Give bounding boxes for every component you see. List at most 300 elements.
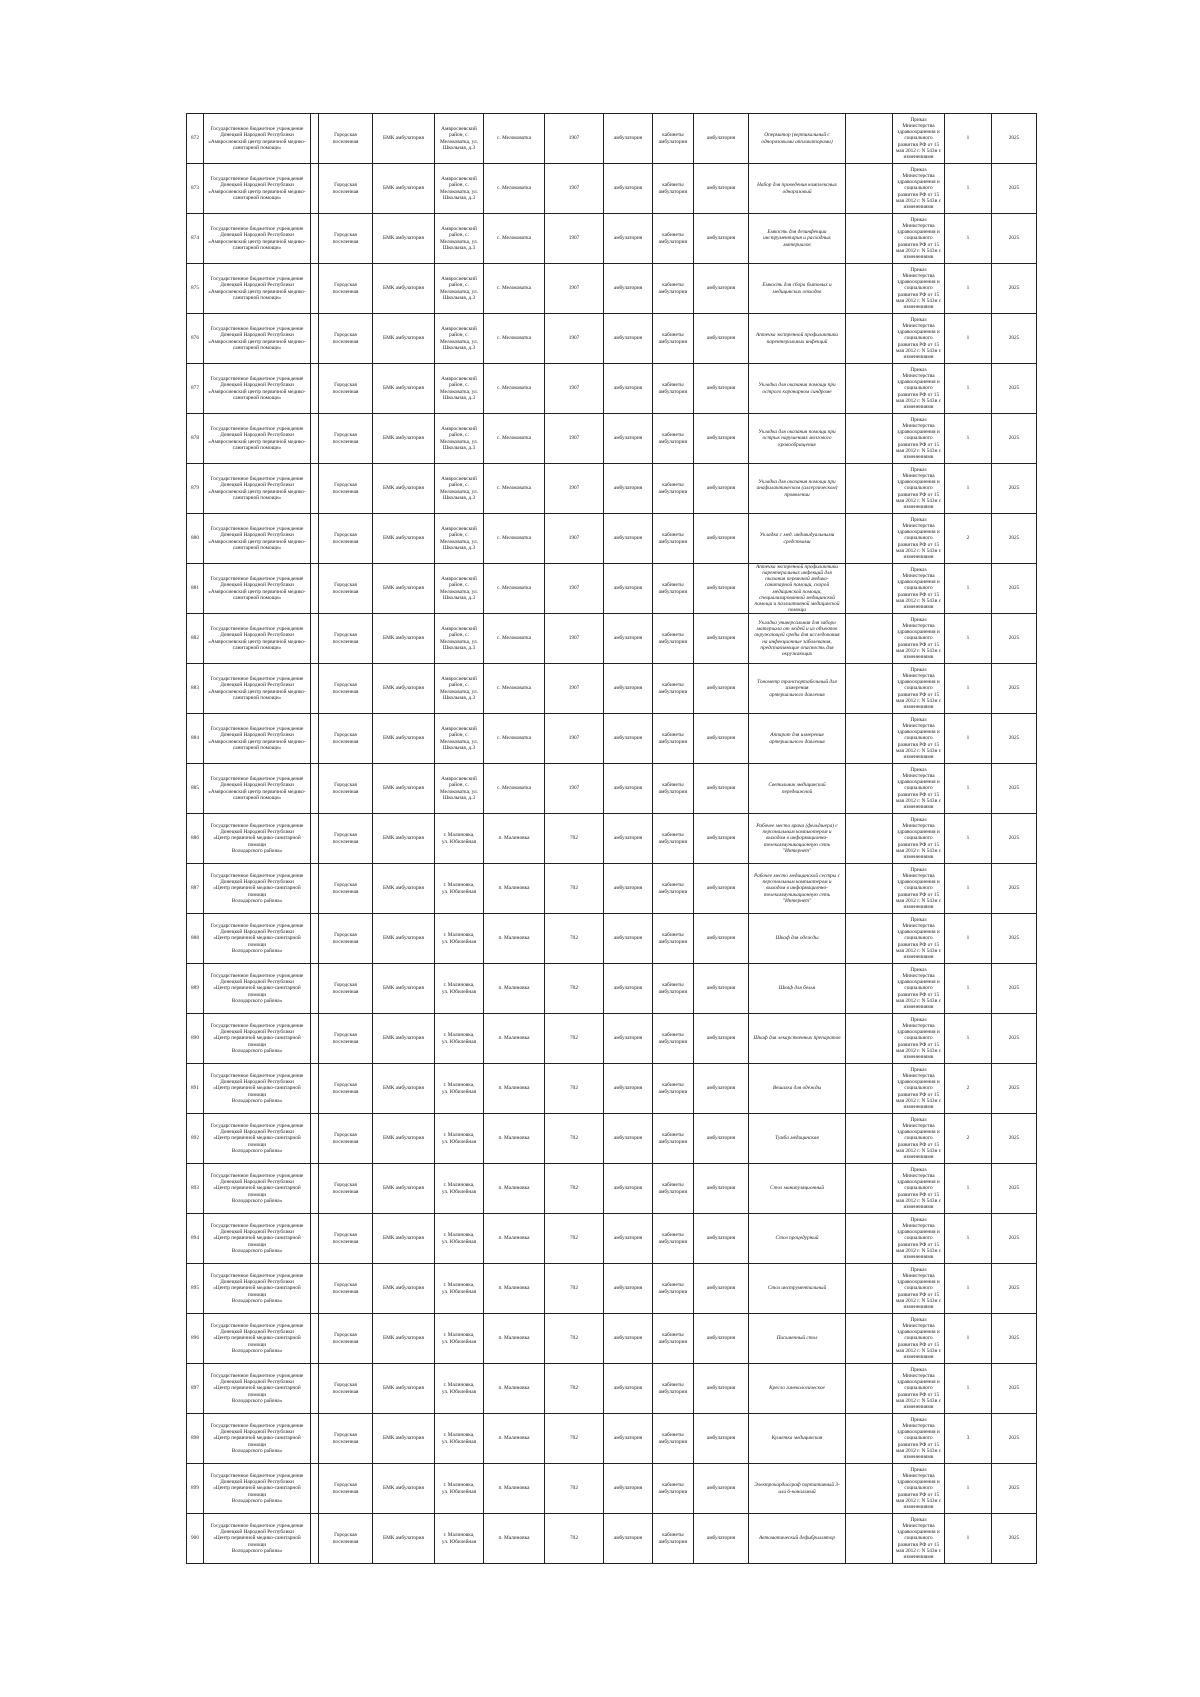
premises: кабинеты амбулатории: [653, 1214, 694, 1264]
empty-cell: [846, 514, 893, 564]
unit-kind: амбулатория: [604, 764, 653, 814]
quantity: 1: [945, 114, 992, 164]
facility-address: г. Малиновка, ул. Юбилейная: [435, 1064, 484, 1114]
table-row: [187, 1314, 1037, 1364]
settlement-name: п. Малиновка: [484, 864, 545, 914]
row-number: 886: [187, 814, 204, 864]
table-row: [187, 714, 1037, 764]
row-number: 890: [187, 1014, 204, 1064]
table-row: [187, 164, 1037, 214]
organization-name: Государственное бюджетное учреждение Донецкой Народной Республики «Амвросиевский центр первичной медико-санитарной помощи»: [204, 264, 311, 314]
population-value: 1907: [545, 314, 604, 364]
premises: кабинеты амбулатории: [653, 964, 694, 1014]
settlement-name: п. Малиновка: [484, 1114, 545, 1164]
facility-address: Амвросиевский район, с. Мелоковатка, ул. Школьная, д.3: [435, 514, 484, 564]
facility-type: БМК амбулатория: [373, 1014, 435, 1064]
facility-type: БМК амбулатория: [373, 264, 435, 314]
empty-cell: [846, 1114, 893, 1164]
facility-type: БМК амбулатория: [373, 214, 435, 264]
empty-cell: [311, 914, 319, 964]
premises: кабинеты амбулатории: [653, 614, 694, 664]
premises: кабинеты амбулатории: [653, 314, 694, 364]
empty-cell: [311, 1114, 319, 1164]
target-year: 2025: [992, 764, 1037, 814]
empty-cell: [311, 1064, 319, 1114]
organization-name: Государственное бюджетное учреждение Донецкой Народной Республики «Центр первичной медико-санитарной помощи Володарского района»: [204, 1164, 311, 1214]
locality-type: Городская поселенная: [319, 1514, 373, 1564]
locality-type: Городская поселенная: [319, 864, 373, 914]
department: амбулатория: [694, 264, 749, 314]
premises: кабинеты амбулатории: [653, 164, 694, 214]
equipment-name: Светильник медицинский передвижной: [749, 764, 846, 814]
department: амбулатория: [694, 414, 749, 464]
premises: кабинеты амбулатории: [653, 1114, 694, 1164]
row-number: 880: [187, 514, 204, 564]
locality-type: Городская поселенная: [319, 1414, 373, 1464]
target-year: 2025: [992, 264, 1037, 314]
unit-kind: амбулатория: [604, 714, 653, 764]
equipment-name: Письменный стол: [749, 1314, 846, 1364]
unit-kind: амбулатория: [604, 814, 653, 864]
regulation-reference: Приказ Министерства здравоохранения и социального развития РФ от 15 мая 2012 г. N 543н с изменениями: [893, 914, 945, 964]
row-number: 878: [187, 414, 204, 464]
regulation-reference: Приказ Министерства здравоохранения и социального развития РФ от 15 мая 2012 г. N 543н с изменениями: [893, 1214, 945, 1264]
settlement-name: п. Малиновка: [484, 964, 545, 1014]
empty-cell: [311, 1214, 319, 1264]
unit-kind: амбулатория: [604, 564, 653, 614]
settlement-name: п. Малиновка: [484, 1414, 545, 1464]
row-number: 875: [187, 264, 204, 314]
empty-cell: [311, 1464, 319, 1514]
empty-cell: [846, 1214, 893, 1264]
locality-type: Городская поселенная: [319, 514, 373, 564]
row-number: 900: [187, 1514, 204, 1564]
locality-type: Городская поселенная: [319, 714, 373, 764]
equipment-name: Емкость для дезинфекции инструментария и расходных материалов: [749, 214, 846, 264]
regulation-reference: Приказ Министерства здравоохранения и социального развития РФ от 15 мая 2012 г. N 543н с изменениями: [893, 814, 945, 864]
organization-name: Государственное бюджетное учреждение Донецкой Народной Республики «Амвросиевский центр первичной медико-санитарной помощи»: [204, 364, 311, 414]
row-number: 873: [187, 164, 204, 214]
locality-type: Городская поселенная: [319, 1314, 373, 1364]
premises: кабинеты амбулатории: [653, 764, 694, 814]
row-number: 872: [187, 114, 204, 164]
facility-type: БМК амбулатория: [373, 814, 435, 864]
row-number: 897: [187, 1364, 204, 1414]
regulation-reference: Приказ Министерства здравоохранения и социального развития РФ от 15 мая 2012 г. N 543н с изменениями: [893, 1514, 945, 1564]
population-value: 702: [545, 1264, 604, 1314]
facility-address: Амвросиевский район, с. Мелоковатка, ул. Школьная, д.3: [435, 414, 484, 464]
unit-kind: амбулатория: [604, 364, 653, 414]
table-row: [187, 1514, 1037, 1564]
target-year: 2025: [992, 364, 1037, 414]
premises: кабинеты амбулатории: [653, 264, 694, 314]
equipment-name: Укладка с мед. индивидуальными средствами: [749, 514, 846, 564]
locality-type: Городская поселенная: [319, 1464, 373, 1514]
settlement-name: п. Малиновка: [484, 1364, 545, 1414]
empty-cell: [846, 214, 893, 264]
locality-type: Городская поселенная: [319, 1014, 373, 1064]
regulation-reference: Приказ Министерства здравоохранения и социального развития РФ от 15 мая 2012 г. N 543н с изменениями: [893, 114, 945, 164]
department: амбулатория: [694, 1364, 749, 1414]
empty-cell: [311, 314, 319, 364]
empty-cell: [311, 214, 319, 264]
organization-name: Государственное бюджетное учреждение Донецкой Народной Республики «Центр первичной медико-санитарной помощи Володарского района»: [204, 914, 311, 964]
target-year: 2025: [992, 1264, 1037, 1314]
empty-cell: [311, 1164, 319, 1214]
department: амбулатория: [694, 914, 749, 964]
row-number: 894: [187, 1214, 204, 1264]
premises: кабинеты амбулатории: [653, 1014, 694, 1064]
organization-name: Государственное бюджетное учреждение Донецкой Народной Республики «Центр первичной медико-санитарной помощи Володарского района»: [204, 964, 311, 1014]
population-value: 1907: [545, 414, 604, 464]
population-value: 702: [545, 1364, 604, 1414]
facility-type: БМК амбулатория: [373, 464, 435, 514]
quantity: 2: [945, 1064, 992, 1114]
unit-kind: амбулатория: [604, 1264, 653, 1314]
table-row: [187, 464, 1037, 514]
facility-address: Амвросиевский район, с. Мелоковатка, ул. Школьная, д.3: [435, 464, 484, 514]
facility-address: г. Малиновка, ул. Юбилейная: [435, 1214, 484, 1264]
unit-kind: амбулатория: [604, 464, 653, 514]
row-number: 892: [187, 1114, 204, 1164]
row-number: 888: [187, 914, 204, 964]
regulation-reference: Приказ Министерства здравоохранения и социального развития РФ от 15 мая 2012 г. N 543н с изменениями: [893, 1264, 945, 1314]
row-number: 876: [187, 314, 204, 364]
premises: кабинеты амбулатории: [653, 1414, 694, 1464]
department: амбулатория: [694, 514, 749, 564]
empty-cell: [846, 364, 893, 414]
population-value: 1907: [545, 714, 604, 764]
department: амбулатория: [694, 964, 749, 1014]
organization-name: Государственное бюджетное учреждение Донецкой Народной Республики «Центр первичной медико-санитарной помощи Володарского района»: [204, 1264, 311, 1314]
empty-cell: [846, 1314, 893, 1364]
facility-address: г. Малиновка, ул. Юбилейная: [435, 1314, 484, 1364]
table-row: [187, 1264, 1037, 1314]
locality-type: Городская поселенная: [319, 1264, 373, 1314]
population-value: 702: [545, 1314, 604, 1364]
empty-cell: [311, 564, 319, 614]
facility-type: БМК амбулатория: [373, 1414, 435, 1464]
equipment-name: Рабочее место медицинской сестры с персональным компьютером и выходом в информационно- телекоммуникационную сеть "Интернет": [749, 864, 846, 914]
regulation-reference: Приказ Министерства здравоохранения и социального развития РФ от 15 мая 2012 г. N 543н с изменениями: [893, 1164, 945, 1214]
facility-type: БМК амбулатория: [373, 964, 435, 1014]
organization-name: Государственное бюджетное учреждение Донецкой Народной Республики «Центр первичной медико-санитарной помощи Володарского района»: [204, 1464, 311, 1514]
unit-kind: амбулатория: [604, 114, 653, 164]
department: амбулатория: [694, 614, 749, 664]
facility-address: Амвросиевский район, с. Мелоковатка, ул. Школьная, д.3: [435, 214, 484, 264]
quantity: 1: [945, 414, 992, 464]
locality-type: Городская поселенная: [319, 614, 373, 664]
department: амбулатория: [694, 1064, 749, 1114]
unit-kind: амбулатория: [604, 1164, 653, 1214]
department: амбулатория: [694, 364, 749, 414]
empty-cell: [846, 414, 893, 464]
facility-address: г. Малиновка, ул. Юбилейная: [435, 1264, 484, 1314]
facility-address: г. Малиновка, ул. Юбилейная: [435, 1014, 484, 1064]
premises: кабинеты амбулатории: [653, 1464, 694, 1514]
equipment-name: Аптечка экстренной профилактики парентеральных инфекций: [749, 314, 846, 364]
table-row: [187, 114, 1037, 164]
equipment-name: Тумба медицинская: [749, 1114, 846, 1164]
settlement-name: с. Мелоковатка: [484, 664, 545, 714]
target-year: 2025: [992, 714, 1037, 764]
quantity: 1: [945, 764, 992, 814]
equipment-name: Шкаф для белья: [749, 964, 846, 1014]
empty-cell: [846, 464, 893, 514]
empty-cell: [311, 114, 319, 164]
population-value: 1907: [545, 764, 604, 814]
row-number: 891: [187, 1064, 204, 1114]
facility-address: г. Малиновка, ул. Юбилейная: [435, 964, 484, 1014]
target-year: 2025: [992, 964, 1037, 1014]
organization-name: Государственное бюджетное учреждение Донецкой Народной Республики «Центр первичной медико-санитарной помощи Володарского района»: [204, 1114, 311, 1164]
quantity: 1: [945, 214, 992, 264]
equipment-name: Аппарат для измерения артериального давления: [749, 714, 846, 764]
quantity: 1: [945, 1314, 992, 1364]
organization-name: Государственное бюджетное учреждение Донецкой Народной Республики «Центр первичной медико-санитарной помощи Володарского района»: [204, 1214, 311, 1264]
settlement-name: с. Мелоковатка: [484, 464, 545, 514]
locality-type: Городская поселенная: [319, 814, 373, 864]
empty-cell: [311, 764, 319, 814]
row-number: 885: [187, 764, 204, 814]
empty-cell: [311, 1014, 319, 1064]
unit-kind: амбулатория: [604, 414, 653, 464]
facility-type: БМК амбулатория: [373, 1464, 435, 1514]
facility-type: БМК амбулатория: [373, 614, 435, 664]
empty-cell: [311, 1414, 319, 1464]
premises: кабинеты амбулатории: [653, 514, 694, 564]
equipment-name: Стол инструментальный: [749, 1264, 846, 1314]
regulation-reference: Приказ Министерства здравоохранения и социального развития РФ от 15 мая 2012 г. N 543н с изменениями: [893, 264, 945, 314]
facility-type: БМК амбулатория: [373, 1164, 435, 1214]
empty-cell: [846, 1164, 893, 1214]
quantity: 2: [945, 1114, 992, 1164]
organization-name: Государственное бюджетное учреждение Донецкой Народной Республики «Амвросиевский центр первичной медико-санитарной помощи»: [204, 314, 311, 364]
empty-cell: [311, 1514, 319, 1564]
organization-name: Государственное бюджетное учреждение Донецкой Народной Республики «Центр первичной медико-санитарной помощи Володарского района»: [204, 1064, 311, 1114]
target-year: 2025: [992, 1364, 1037, 1414]
department: амбулатория: [694, 464, 749, 514]
population-value: 702: [545, 964, 604, 1014]
organization-name: Государственное бюджетное учреждение Донецкой Народной Республики «Амвросиевский центр первичной медико-санитарной помощи»: [204, 514, 311, 564]
department: амбулатория: [694, 864, 749, 914]
target-year: 2025: [992, 1064, 1037, 1114]
target-year: 2025: [992, 864, 1037, 914]
equipment-name: Рабочее место врача (фельдшера) с персональным компьютером и выходом в информационно- телекоммуникационную сеть "Интернет": [749, 814, 846, 864]
facility-type: БМК амбулатория: [373, 864, 435, 914]
table-row: [187, 1414, 1037, 1464]
organization-name: Государственное бюджетное учреждение Донецкой Народной Республики «Центр первичной медико-санитарной помощи Володарского района»: [204, 1414, 311, 1464]
facility-address: г. Малиновка, ул. Юбилейная: [435, 914, 484, 964]
target-year: 2025: [992, 564, 1037, 614]
premises: кабинеты амбулатории: [653, 1064, 694, 1114]
locality-type: Городская поселенная: [319, 1064, 373, 1114]
population-value: 702: [545, 1464, 604, 1514]
quantity: 1: [945, 464, 992, 514]
department: амбулатория: [694, 1514, 749, 1564]
equipment-name: Кушетка медицинская: [749, 1414, 846, 1464]
locality-type: Городская поселенная: [319, 114, 373, 164]
department: амбулатория: [694, 814, 749, 864]
equipment-name: Тонометр транспортабельный для измерения артериального давления: [749, 664, 846, 714]
settlement-name: п. Малиновка: [484, 1464, 545, 1514]
department: амбулатория: [694, 1464, 749, 1514]
locality-type: Городская поселенная: [319, 314, 373, 364]
table-row: [187, 614, 1037, 664]
empty-cell: [846, 964, 893, 1014]
row-number: 895: [187, 1264, 204, 1314]
department: амбулатория: [694, 714, 749, 764]
target-year: 2025: [992, 514, 1037, 564]
equipment-name: Стол манипуляционный: [749, 1164, 846, 1214]
unit-kind: амбулатория: [604, 864, 653, 914]
row-number: 899: [187, 1464, 204, 1514]
department: амбулатория: [694, 114, 749, 164]
premises: кабинеты амбулатории: [653, 1264, 694, 1314]
empty-cell: [311, 1264, 319, 1314]
empty-cell: [311, 864, 319, 914]
population-value: 702: [545, 914, 604, 964]
facility-type: БМК амбулатория: [373, 1064, 435, 1114]
equipment-name: Стол процедурный: [749, 1214, 846, 1264]
empty-cell: [311, 514, 319, 564]
target-year: 2025: [992, 1214, 1037, 1264]
empty-cell: [846, 114, 893, 164]
empty-cell: [311, 964, 319, 1014]
target-year: 2025: [992, 1514, 1037, 1564]
empty-cell: [846, 664, 893, 714]
target-year: 2025: [992, 414, 1037, 464]
settlement-name: п. Малиновка: [484, 1314, 545, 1364]
facility-address: г. Малиновка, ул. Юбилейная: [435, 1164, 484, 1214]
facility-type: БМК амбулатория: [373, 714, 435, 764]
regulation-reference: Приказ Министерства здравоохранения и социального развития РФ от 15 мая 2012 г. N 543н с изменениями: [893, 1414, 945, 1464]
settlement-name: п. Малиновка: [484, 1264, 545, 1314]
equipment-name: Аптечка экстренной профилактики парентеральных инфекций для оказания первичной медико- санитарной помощи, скорой медицинской помощи, специализированной медицинской помощи и паллиативной медицинской помощи: [749, 564, 846, 614]
department: амбулатория: [694, 664, 749, 714]
facility-type: БМК амбулатория: [373, 1514, 435, 1564]
regulation-reference: Приказ Министерства здравоохранения и социального развития РФ от 15 мая 2012 г. N 543н с изменениями: [893, 864, 945, 914]
facility-address: Амвросиевский район, с. Мелоковатка, ул. Школьная, д.3: [435, 114, 484, 164]
organization-name: Государственное бюджетное учреждение Донецкой Народной Республики «Амвросиевский центр первичной медико-санитарной помощи»: [204, 764, 311, 814]
facility-address: г. Малиновка, ул. Юбилейная: [435, 864, 484, 914]
population-value: 702: [545, 1114, 604, 1164]
unit-kind: амбулатория: [604, 1214, 653, 1264]
quantity: 1: [945, 914, 992, 964]
table-row: [187, 1214, 1037, 1264]
row-number: 879: [187, 464, 204, 514]
facility-address: Амвросиевский район, с. Мелоковатка, ул. Школьная, д.3: [435, 264, 484, 314]
facility-type: БМК амбулатория: [373, 664, 435, 714]
unit-kind: амбулатория: [604, 1064, 653, 1114]
settlement-name: п. Малиновка: [484, 1514, 545, 1564]
settlement-name: с. Мелоковатка: [484, 564, 545, 614]
organization-name: Государственное бюджетное учреждение Донецкой Народной Республики «Амвросиевский центр первичной медико-санитарной помощи»: [204, 564, 311, 614]
equipment-name: Шкаф для лекарственных препаратов: [749, 1014, 846, 1064]
empty-cell: [311, 814, 319, 864]
population-value: 702: [545, 1064, 604, 1114]
premises: кабинеты амбулатории: [653, 914, 694, 964]
target-year: 2025: [992, 114, 1037, 164]
locality-type: Городская поселенная: [319, 1164, 373, 1214]
facility-type: БМК амбулатория: [373, 1214, 435, 1264]
regulation-reference: Приказ Министерства здравоохранения и социального развития РФ от 15 мая 2012 г. N 543н с изменениями: [893, 1314, 945, 1364]
empty-cell: [846, 164, 893, 214]
equipment-name: Укладка для оказания помощи при острого коронарном синдроме: [749, 364, 846, 414]
facility-address: Амвросиевский район, с. Мелоковатка, ул. Школьная, д.3: [435, 614, 484, 664]
table-row: [187, 514, 1037, 564]
facility-address: г. Малиновка, ул. Юбилейная: [435, 1464, 484, 1514]
facility-type: БМК амбулатория: [373, 564, 435, 614]
table-body: [187, 114, 1037, 1564]
population-value: 1907: [545, 264, 604, 314]
empty-cell: [846, 714, 893, 764]
regulation-reference: Приказ Министерства здравоохранения и социального развития РФ от 15 мая 2012 г. N 543н с изменениями: [893, 214, 945, 264]
settlement-name: с. Мелоковатка: [484, 164, 545, 214]
facility-address: г. Малиновка, ул. Юбилейная: [435, 814, 484, 864]
facility-type: БМК амбулатория: [373, 914, 435, 964]
empty-cell: [846, 1264, 893, 1314]
settlement-name: с. Мелоковатка: [484, 364, 545, 414]
population-value: 702: [545, 1014, 604, 1064]
quantity: 1: [945, 364, 992, 414]
facility-address: Амвросиевский район, с. Мелоковатка, ул. Школьная, д.3: [435, 664, 484, 714]
equipment-name: Автоматический дефибриллятор: [749, 1514, 846, 1564]
premises: кабинеты амбулатории: [653, 1314, 694, 1364]
table-row: [187, 1064, 1037, 1114]
empty-cell: [311, 714, 319, 764]
department: амбулатория: [694, 1314, 749, 1364]
settlement-name: с. Мелоковатка: [484, 114, 545, 164]
table-row: [187, 414, 1037, 464]
settlement-name: п. Малиновка: [484, 1214, 545, 1264]
locality-type: Городская поселенная: [319, 414, 373, 464]
empty-cell: [846, 264, 893, 314]
target-year: 2025: [992, 814, 1037, 864]
table-row: [187, 564, 1037, 614]
equipment-name: Вешалка для одежды: [749, 1064, 846, 1114]
unit-kind: амбулатория: [604, 964, 653, 1014]
locality-type: Городская поселенная: [319, 264, 373, 314]
unit-kind: амбулатория: [604, 1014, 653, 1064]
facility-address: г. Малиновка, ул. Юбилейная: [435, 1514, 484, 1564]
settlement-name: с. Мелоковатка: [484, 714, 545, 764]
population-value: 1907: [545, 164, 604, 214]
regulation-reference: Приказ Министерства здравоохранения и социального развития РФ от 15 мая 2012 г. N 543н с изменениями: [893, 964, 945, 1014]
empty-cell: [311, 614, 319, 664]
department: амбулатория: [694, 1014, 749, 1064]
department: амбулатория: [694, 564, 749, 614]
table-row: [187, 1164, 1037, 1214]
quantity: 1: [945, 1014, 992, 1064]
premises: кабинеты амбулатории: [653, 414, 694, 464]
settlement-name: с. Мелоковатка: [484, 764, 545, 814]
empty-cell: [846, 1014, 893, 1064]
row-number: 898: [187, 1414, 204, 1464]
unit-kind: амбулатория: [604, 1114, 653, 1164]
population-value: 702: [545, 1414, 604, 1464]
target-year: 2025: [992, 614, 1037, 664]
equipment-name: Укладка универсальная для забора материала от людей и из объектов окружающей среды для исследования на инфекционные заболевания, представляющие опасность для окружающих: [749, 614, 846, 664]
organization-name: Государственное бюджетное учреждение Донецкой Народной Республики «Амвросиевский центр первичной медико-санитарной помощи»: [204, 114, 311, 164]
equipment-name: Кресло гинекологическое: [749, 1364, 846, 1414]
locality-type: Городская поселенная: [319, 214, 373, 264]
row-number: 874: [187, 214, 204, 264]
organization-name: Государственное бюджетное учреждение Донецкой Народной Республики «Центр первичной медико-санитарной помощи Володарского района»: [204, 1314, 311, 1364]
regulation-reference: Приказ Министерства здравоохранения и социального развития РФ от 15 мая 2012 г. N 543н с изменениями: [893, 364, 945, 414]
premises: кабинеты амбулатории: [653, 214, 694, 264]
empty-cell: [846, 1364, 893, 1414]
